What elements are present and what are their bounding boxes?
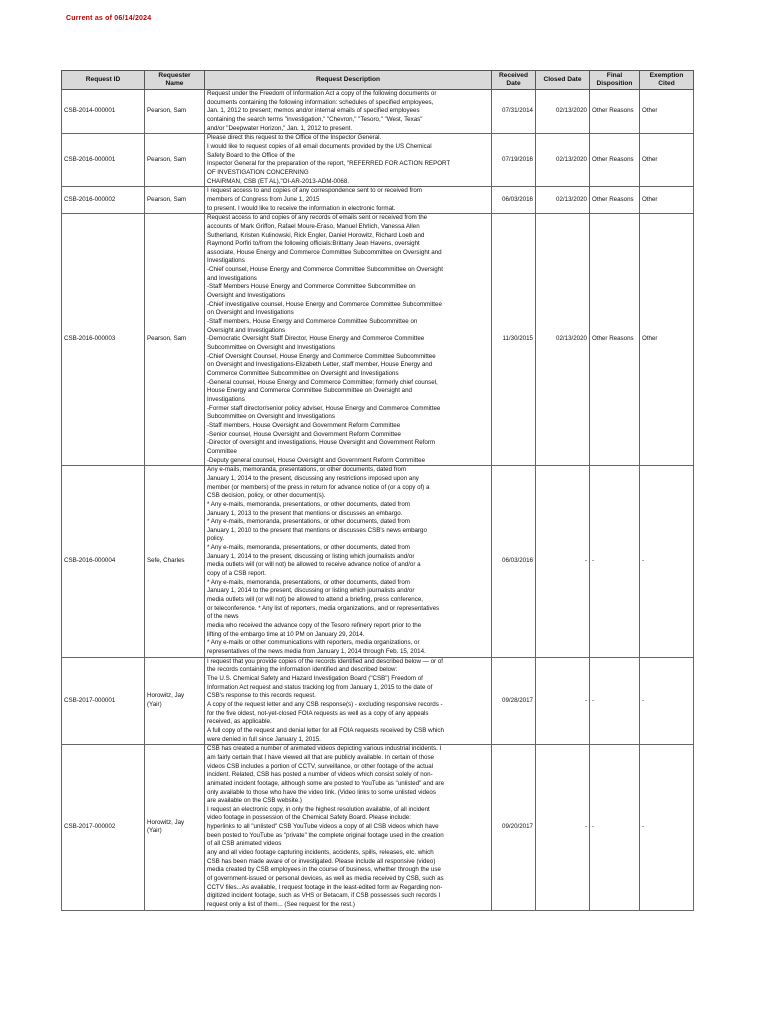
exemption-cited-cell: Other	[640, 214, 694, 466]
col-header-request-id: Request ID	[62, 71, 145, 90]
table-row	[62, 657, 694, 745]
received-date-cell: 07/19/2016	[492, 134, 536, 187]
table-row	[62, 745, 694, 910]
table-row	[62, 90, 694, 134]
col-header-closed-date: Closed Date	[536, 71, 590, 90]
closed-date-cell: -	[536, 466, 590, 657]
requester-name-cell: Pearson, Sam	[145, 214, 205, 466]
request-id-cell: CSB-2016-000003	[62, 214, 145, 466]
request-id-cell: CSB-2014-000001	[62, 90, 145, 134]
request-description-cell: I request access to and copies of any correspondence sent to or received from members of Congress from June 1, 2015 to present. I would like to receive the information in electronic format.	[205, 187, 492, 214]
closed-date-cell: 02/13/2020	[536, 214, 590, 466]
closed-date-cell: 02/13/2020	[536, 134, 590, 187]
col-header-final-disposition: Final Disposition	[590, 71, 640, 90]
exemption-cited-cell: -	[640, 657, 694, 745]
closed-date-cell: 02/13/2020	[536, 187, 590, 214]
received-date-cell: 09/20/2017	[492, 745, 536, 910]
requester-name-cell: Pearson, Sam	[145, 90, 205, 134]
received-date-cell: 11/30/2015	[492, 214, 536, 466]
closed-date-cell: -	[536, 657, 590, 745]
col-header-requester-name: Requester Name	[145, 71, 205, 90]
foia-log-table	[61, 70, 694, 911]
table-row	[62, 214, 694, 466]
received-date-cell: 06/03/2016	[492, 466, 536, 657]
final-disposition-cell: Other Reasons	[590, 90, 640, 134]
final-disposition-cell: -	[590, 657, 640, 745]
header-row	[62, 71, 694, 90]
final-disposition-cell: Other Reasons	[590, 214, 640, 466]
request-description-cell: I request that you provide copies of the records identified and described below — or of the records containing the information identified and described below: The U.S. Chemical Safety and Hazard Investigation Board ("CSB") Freedom of Information Act request and status tracking log from January 1, 2015 to the date of CSB's response to this records request. A copy of the request letter and any CSB response(s) - excluding responsive records - for the five oldest, not-yet-closed FOIA requests as well as a copy of any appeals received, as applicable. A full copy of the request and denial letter for all FOIA requests received by CSB which were denied in full since January 1, 2015.	[205, 657, 492, 745]
exemption-cited-cell: -	[640, 745, 694, 910]
request-description-cell: Request under the Freedom of Information Act a copy of the following documents or documents containing the following information: schedules of specified employees, Jan. 1, 2012 to present; memos and/or internal emails of specified employees containing the search terms "investigation," "Chevron," "Tesoro," "West, Texas" and/or "Deepwater Horizon," Jan. 1, 2012 to present.	[205, 90, 492, 134]
requester-name-cell: Sefe, Charles	[145, 466, 205, 657]
request-description-cell: Request access to and copies of any records of emails sent or received from the accounts of Mark Griffon, Rafael Moure-Eraso, Manuel Ehrlich, Vanessa Allen Sutherland, Kristen Kulinowski, Rick Engler, Daniel Horowitz, Richard Loeb and Raymond Porfiri to/from the following officials:Brittany Jean Havens, oversight associate, House Energy and Commerce Committee Subcommittee on Oversight and Investigations -Chief counsel, House Energy and Commerce Committee Subcommittee on Oversight and Investigations -Staff Members House Energy and Commerce Committee Subcommittee on Oversight and Investigations -Chief investigative counsel, House Energy and Commerce Committee Subcommittee on Oversight and Investigations -Staff members, House Energy and Commerce Committee Subcommittee on Oversight and Investigations -Democratic Oversight Staff Director, House Energy and Commerce Committee Subcommittee on Oversight and Investigations -Chief Oversight Counsel, House Energy and Commerce Committee Subcommittee on Oversight and Investigations-Elizabeth Letter, staff member, House Energy and Commerce Committee Subcommittee on Oversight and Investigations -General counsel, House Energy and Commerce Committee; formerly chief counsel, House Energy and Commerce Committee Subcommittee on Oversight and Investigations -Former staff director/senior policy adviser, House Energy and Commerce Committee Subcommittee on Oversight and Investigations -Staff members, House Oversight and Government Reform Committee -Senior counsel, House Oversight and Government Reform Committee -Director of oversight and investigations, House Oversight and Government Reform Committee -Deputy general counsel, House Oversight and Government Reform Committee	[205, 214, 492, 466]
received-date-cell: 09/28/2017	[492, 657, 536, 745]
requester-name-cell: Horowitz, Jay (Yair)	[145, 745, 205, 910]
table-row	[62, 134, 694, 187]
requester-name-cell: Pearson, Sam	[145, 187, 205, 214]
table-row	[62, 187, 694, 214]
request-id-cell: CSB-2016-000001	[62, 134, 145, 187]
closed-date-cell: 02/13/2020	[536, 90, 590, 134]
current-as-of-note: Current as of 06/14/2024	[66, 15, 152, 22]
col-header-request-description: Request Description	[205, 71, 492, 90]
request-id-cell: CSB-2017-000001	[62, 657, 145, 745]
received-date-cell: 06/03/2016	[492, 187, 536, 214]
final-disposition-cell: Other Reasons	[590, 187, 640, 214]
received-date-cell: 07/31/2014	[492, 90, 536, 134]
request-description-cell: Any e-mails, memoranda, presentations, or other documents, dated from January 1, 2014 to the present, discussing any restrictions imposed upon any member (or members) of the press in return for advance notice of (or a copy of) a CSB decision, policy, or other document(s). * Any e-mails, memoranda, presentations, or other documents, dated from January 1, 2013 to the present that mentions or discusses an embargo. * Any e-mails, memoranda, presentations, or other documents, dated from January 1, 2010 to the present that mentions or discusses CSB's news embargo policy. * Any e-mails, memoranda, presentations, or other documents, dated from January 1, 2014 to the present, discussing or listing which journalists and/or media outlets will (or will not) be allowed to receive advance notice of and/or a copy of a CSB report. * Any e-mails, memoranda, presentations, or other documents, dated from January 1, 2014 to the present, discussing or listing which journalists and/or media outlets will (or will not) be allowed to attend a briefing, press conference, or teleconference. * Any list of reporters, media organizations, and or representatives of the news media who received the advance copy of the Tesoro refinery report prior to the lifting of the embargo time at 10 PM on January 29, 2014. * Any e-mails or other communications with reporters, media organizations, or representatives of the news media from January 1, 2014 through Feb. 15, 2014.	[205, 466, 492, 657]
col-header-exemption-cited: Exemption Cited	[640, 71, 694, 90]
request-id-cell: CSB-2016-000004	[62, 466, 145, 657]
exemption-cited-cell: Other	[640, 134, 694, 187]
request-id-cell: CSB-2016-000002	[62, 187, 145, 214]
closed-date-cell: -	[536, 745, 590, 910]
exemption-cited-cell: Other	[640, 187, 694, 214]
requester-name-cell: Pearson, Sam	[145, 134, 205, 187]
exemption-cited-cell: Other	[640, 90, 694, 134]
final-disposition-cell: -	[590, 745, 640, 910]
table-row	[62, 466, 694, 657]
final-disposition-cell: Other Reasons	[590, 134, 640, 187]
requester-name-cell: Horowitz, Jay (Yair)	[145, 657, 205, 745]
col-header-received-date: Received Date	[492, 71, 536, 90]
request-description-cell: Please direct this request to the Office of the Inspector General. I would like to request copies of all email documents provided by the US Chemical Safety Board to the Office of the Inspector General for the preparation of the report, "REFERRED FOR ACTION REPORT OF INVESTIGATION CONCERNING CHAIRMAN, CSB (ET AL),"OI-AR-2013-ADM-0068.	[205, 134, 492, 187]
exemption-cited-cell: -	[640, 466, 694, 657]
request-description-cell: CSB has created a number of animated videos depicting various industrial incidents. I am fairly certain that I have viewed all that are publicly available. In certain of those videos CSB includes a portion of CCTV, surveillance, or other footage of the actual incident. Related, CSB has posted a number of videos which consist solely of non- animated incident footage, although some are posted to YouTube as "unlisted" and are only available to those who have the video link. (Video links to some unlisted videos are available on the CSB website.) I request an electronic copy, in only the highest resolution available, of all incident video footage in possession of the Chemical Safety Board. Please include: hyperlinks to all "unlisted" CSB YouTube videos a copy of all CSB videos which have been posted to YouTube as "private" the complete original footage used in the creation of all CSB animated videos any and all video footage capturing incidents, accidents, spills, releases, etc. which CSB has been made aware of or investigated. Please include all responsive (video) media created by CSB employees in the course of business, whether through the use of government-issued or personal devices, as well as media received by CSB, such as CCTV files...As available, I request footage in the least-edited form av Regarding non- digitized incident footage, such as VHS or Betacam, if CSB possesses such records I request only a list of them... (See request for the rest.)	[205, 745, 492, 910]
final-disposition-cell: -	[590, 466, 640, 657]
request-id-cell: CSB-2017-000002	[62, 745, 145, 910]
